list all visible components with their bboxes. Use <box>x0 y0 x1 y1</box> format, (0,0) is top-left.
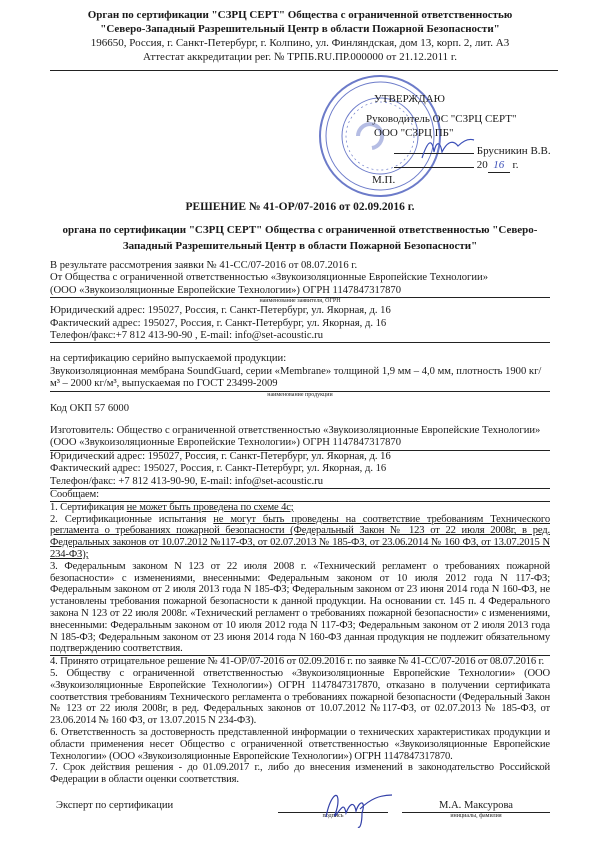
applicant-ogrn: (ООО «Звукоизоляционные Европейские Технологии») ОГРН 1147847317870 <box>50 285 550 298</box>
finding-6: 6. Ответственность за достоверность представленной информации о технических характеристиках продукции и области применения несет Общество с ограниченной ответственностью «Звукоизоляционные Европейские Технологии» (ООО «Звукоизоляционные Европейские Технологии») ОГРН 1147847317870. <box>50 727 550 762</box>
expert-name-block <box>402 800 550 820</box>
applicant-contacts: Телефон/факс:+7 812 413-90-90 , E-mail: info@set-acoustic.ru <box>50 330 550 343</box>
signature-caption: подпись <box>322 813 344 820</box>
manufacturer-ogrn: (ООО «Звукоизоляционные Европейские Технологии») ОГРН 1147847317870 <box>50 437 550 450</box>
findings-section <box>50 489 550 786</box>
finding-1 <box>50 502 550 514</box>
header-accreditation: Аттестат аккредитации рег. № ТРПБ.RU.ПР.000000 от 21.12.2011 г. <box>143 51 457 63</box>
manufacturer-name: Изготовитель: Общество с ограниченной ответственностью «Звукоизоляционные Европейские Технологии» <box>50 425 541 437</box>
approver-org: ООО "СЗРЦ ПБ" <box>374 127 454 139</box>
decision-subtitle: органа по сертификации "СЗРЦ СЕРТ" Общества с ограниченной ответственностью "Северо-Западный Разрешительный Центр в области Пожарной Безопасности" <box>62 224 538 252</box>
document-header <box>0 8 600 64</box>
manufacturer-section <box>50 425 550 489</box>
header-org: Орган по сертификации "СЗРЦ СЕРТ" Общества с ограниченной ответственностью <box>87 9 513 21</box>
header-org-name: "Северо-Западный Разрешительный Центр в области Пожарной Безопасности" <box>100 23 500 35</box>
expert-signature-icon <box>316 787 396 831</box>
product-intro: на сертификацию серийно выпускаемой продукции: <box>50 353 287 365</box>
product-description: Звукоизоляционная мембрана SoundGuard, серии «Membrane» толщиной 1,9 мм – 4,0 мм, плотность 1900 кг/м³ – 2000 кг/м³, выпускаемая по ГОСТ 23499-2009 <box>50 366 550 392</box>
finding-4: 4. Принято отрицательное решение № 41-ОР/07-2016 от 02.09.2016 г. по заявке № 41-СС/07-2016 от 08.07.2016 г. <box>50 656 545 668</box>
applicant-section <box>50 260 550 343</box>
finding-7: 7. Срок действия решения - до 01.09.2017 г., либо до внесения изменений в законодательство Российской Федерации в области оценки соответствия. <box>50 762 550 786</box>
year-prefix: 20 <box>476 159 488 171</box>
findings-intro: Сообщаем: <box>50 489 550 502</box>
expert-name-caption: инициалы, фамилия <box>450 813 502 820</box>
finding-2-emphasis: не могут быть проведены на соответствие требованиям Технического регламента о требованиях пожарной безопасности (Федеральный Закон № 123 от 22 июля 2008г, в ред. Федеральных законов от 10.07.2012 №117-ФЗ, от 02.07.2013 № 185-ФЗ, от 23.06.2014 № 160 ФЗ, от 13.07.2015 N 234-ФЗ); <box>50 513 550 561</box>
manufacturer-legal-address: Юридический адрес: 195027, Россия, г. Санкт-Петербург, ул. Якорная, д. 16 <box>50 450 391 462</box>
application-ref: В результате рассмотрения заявки № 41-СС/07-2016 от 08.07.2016 г. <box>50 260 358 271</box>
finding-1-emphasis: не может быть проведена по схеме 4с; <box>126 501 294 513</box>
approve-label: УТВЕРЖДАЮ <box>374 93 445 105</box>
approver-position: Руководитель ОС "СЗРЦ СЕРТ" <box>366 113 517 125</box>
expert-name: М.А. Максурова <box>402 800 550 813</box>
applicant-legal-address: Юридический адрес: 195027, Россия, г. Санкт-Петербург, ул. Якорная, д. 16 <box>50 305 391 317</box>
signature-line <box>278 812 388 820</box>
document-body <box>50 200 550 832</box>
product-section <box>50 353 550 415</box>
expert-role: Эксперт по сертификации <box>56 800 174 812</box>
applicant-caption: наименование заявителя, ОГРН <box>259 298 341 305</box>
product-caption: наименование продукции <box>267 391 333 398</box>
applicant-actual-address: Фактический адрес: 195027, Россия, г. Санкт-Петербург, ул. Якорная, д. 16 <box>50 317 387 329</box>
year-suffix: г. <box>512 159 519 171</box>
finding-2 <box>50 514 550 561</box>
manufacturer-actual-address: Фактический адрес: 195027, Россия, г. Санкт-Петербург, ул. Якорная, д. 16 <box>50 463 387 475</box>
signature-row <box>50 800 550 820</box>
manufacturer-contacts: Телефон/факс: +7 812 413-90-90, E-mail: info@set-acoustic.ru <box>50 476 550 489</box>
applicant-name: От Общества с ограниченной ответственностью «Звукоизоляционные Европейские Технологии» <box>50 272 489 284</box>
finding-1-lead: 1. Сертификация <box>50 501 127 513</box>
finding-3: 3. Федеральным законом N 123 от 22 июля 2008 г. «Технический регламент о требованиях пожарной безопасности» с изменениями, внесенными: Федеральным законом от 10 июля 2012 года N 117-ФЗ; Федеральным законом от 2 июля 2013 года N 185-ФЗ; Федеральным законом от 23 июня 2014 года N 160-ФЗ, не установлены требования пожарной безопасности к данной продукции. На основании ст. 145 п. 4 Федерального закона N 123 от 22 июля 2008г. «Технический регламент о требованиях пожарной безопасности» с изменениями, внесенными: Федеральным законом от 10 июля 2012 года N 117-ФЗ; Федеральным законом от 2 июля 2013 года N 185-ФЗ; Федеральным законом от 23 июня 2014 года N 160-ФЗ данная продукция не подлежит обязательному подтверждению соответствия. <box>50 560 550 655</box>
header-address: 196650, Россия, г. Санкт-Петербург, г. Колпино, ул. Финляндская, дом 13, корп. 2, лит. А3 <box>90 37 510 49</box>
finding-2-lead: 2. Сертификационные испытания <box>50 513 214 525</box>
year-handwritten: 16 <box>488 158 510 173</box>
seal-place-label: М.П. <box>372 174 396 186</box>
decision-title: РЕШЕНИЕ № 41-ОР/07-2016 от 02.09.2016 г. <box>185 201 415 213</box>
okp-code: Код ОКП 57 6000 <box>50 402 130 414</box>
header-divider <box>50 70 558 71</box>
approver-signature-icon <box>418 134 478 164</box>
finding-5: 5. Обществу с ограниченной ответственностью «Звукоизоляционные Европейские Технологии» (ООО «Звукоизоляционные Европейские Технологии») ОГРН 1147847317870, отказано в получении сертификата соответствия требованиям Технического регламента о требованиях пожарной безопасности (Федеральный Закон № 123 от 22 июля 2008г, в ред. Федеральных законов от 10.07.2012 №117-ФЗ, от 02.07.2013 № 185-ФЗ, от 23.06.2014 № 160 ФЗ, от 13.07.2015 N 234-ФЗ). <box>50 668 550 727</box>
approver-name: Брусникин В.В. <box>476 145 551 157</box>
